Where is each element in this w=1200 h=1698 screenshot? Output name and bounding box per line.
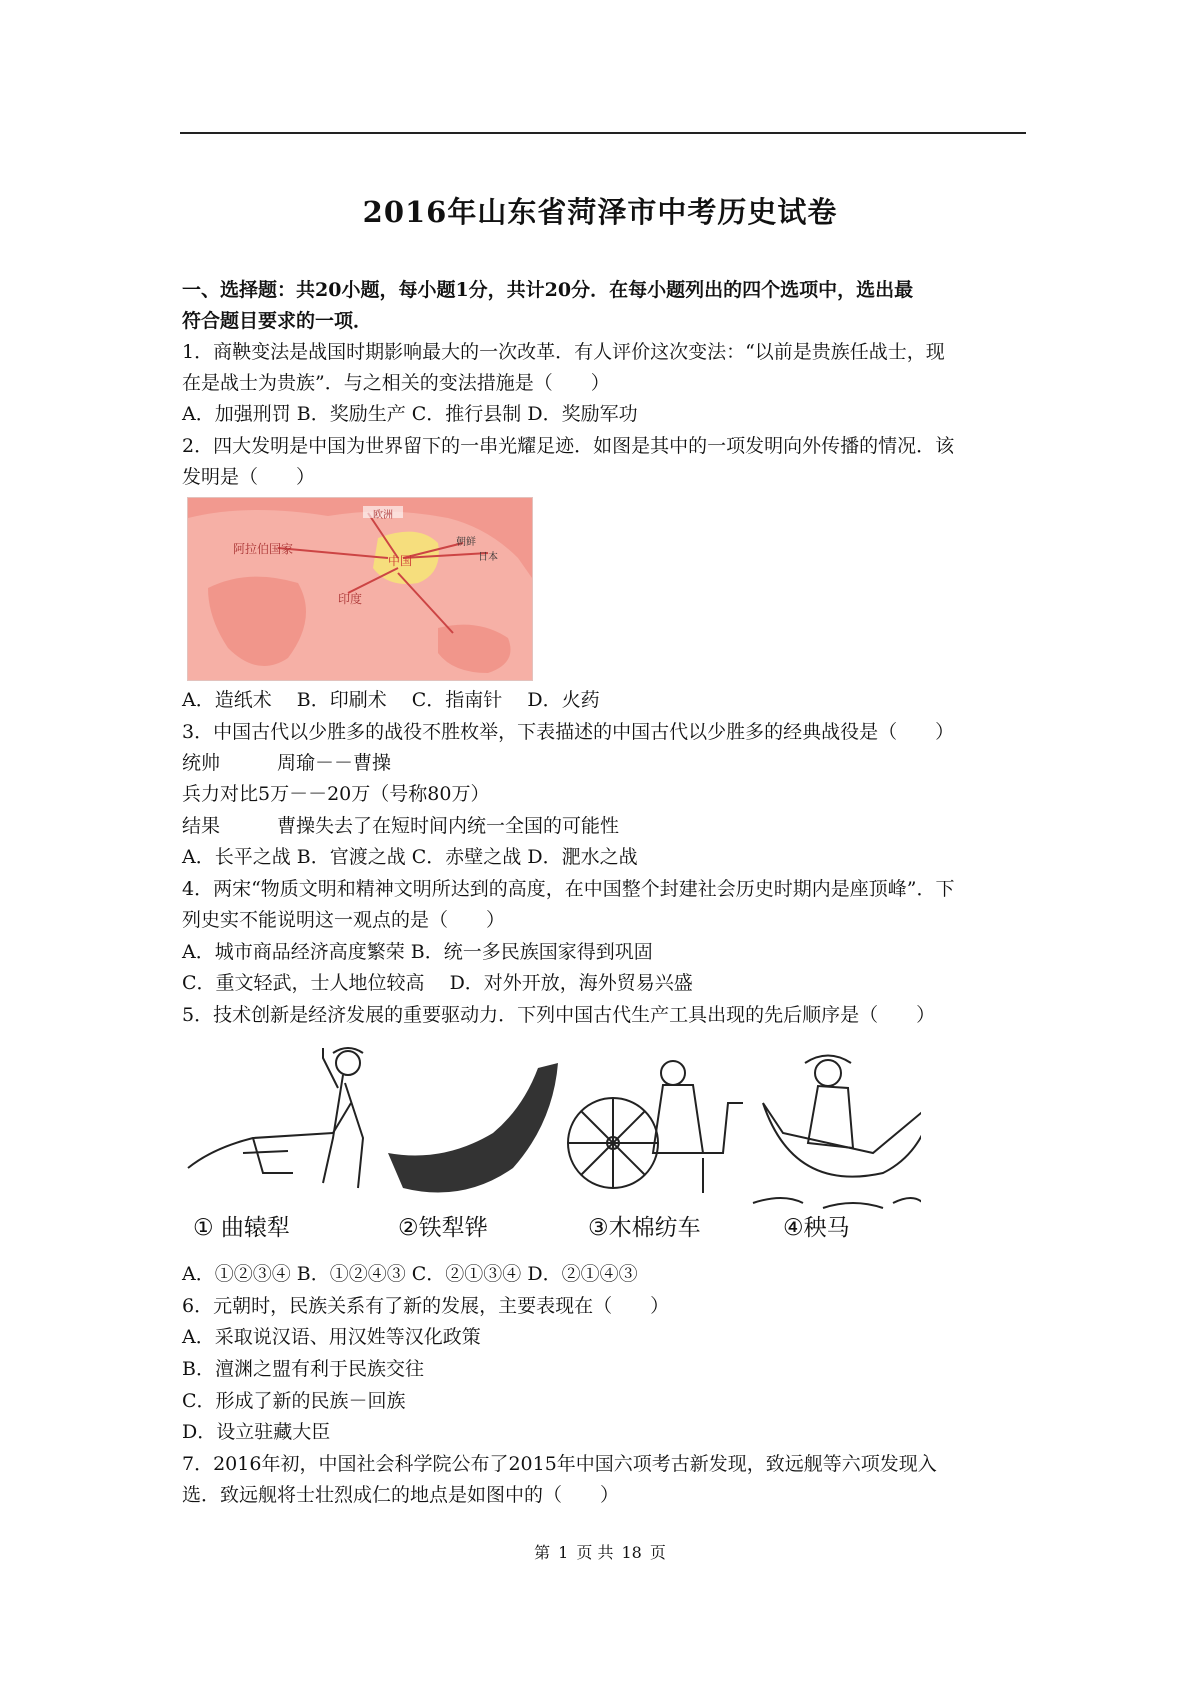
question-4-options-1: A．城市商品经济高度繁荣 B．统一多民族国家得到巩固 xyxy=(182,941,653,963)
plough-drawing xyxy=(188,1048,363,1188)
footer-page-number: 1 xyxy=(558,1543,569,1562)
footer-total-pages: 18 xyxy=(621,1543,642,1562)
question-3-line-1: 3．中国古代以少胜多的战役不胜枚举，下表描述的中国古代以少胜多的经典战役是（ ） xyxy=(182,721,955,743)
spinning-wheel-drawing xyxy=(568,1061,743,1193)
question-2-options: A．造纸术 B．印刷术 C．指南针 D．火药 xyxy=(182,689,600,711)
question-6-option-b: B．澶渊之盟有利于民族交往 xyxy=(182,1358,424,1380)
question-5-line-1: 5．技术创新是经济发展的重要驱动力．下列中国古代生产工具出现的先后顺序是（ ） xyxy=(182,1004,936,1026)
header-rule xyxy=(180,132,1026,134)
question-4-line-2: 列史实不能说明这一观点的是（ ） xyxy=(182,909,506,931)
footer-mid: 页 共 xyxy=(576,1543,614,1562)
map-label-arab: 阿拉伯国家 xyxy=(233,542,294,556)
footer-suffix: 页 xyxy=(649,1543,666,1562)
invention-spread-map xyxy=(187,497,533,681)
map-label-europe: 欧洲 xyxy=(373,510,393,521)
question-6-line-1: 6．元朝时，民族关系有了新的发展，主要表现在（ ） xyxy=(182,1295,670,1317)
question-1-line-1: 1．商鞅变法是战国时期影响最大的一次改革．有人评价这次变法：“以前是贵族任战士，现 xyxy=(182,341,945,363)
map-label-india: 印度 xyxy=(338,592,363,606)
question-6-option-a: A．采取说汉语、用汉姓等汉化政策 xyxy=(182,1326,481,1348)
section-heading-line-2: 符合题目要求的一项． xyxy=(182,310,373,332)
world-map-graphic xyxy=(188,498,532,680)
tool-caption-3: ③木棉纺车 xyxy=(588,1215,701,1241)
map-label-japan: 日本 xyxy=(478,552,498,563)
tools-illustration xyxy=(183,1043,921,1250)
question-3-table-row-3: 结果 曹操失去了在短时间内统一全国的可能性 xyxy=(182,815,620,837)
section-heading-line-1: 一、选择题：共20小题，每小题1分，共计20分．在每小题列出的四个选项中，选出最 xyxy=(182,279,914,301)
tool-caption-4: ④秧马 xyxy=(783,1215,850,1241)
farming-tools-figure xyxy=(183,1043,921,1250)
seedling-horse-drawing xyxy=(753,1056,921,1209)
question-7-line-1: 7．2016年初，中国社会科学院公布了2015年中国六项考古新发现，致远舰等六项发现入 xyxy=(182,1453,937,1475)
question-3-table-row-2: 兵力对比5万－－20万（号称80万） xyxy=(182,783,490,805)
map-label-china: 中国 xyxy=(388,554,413,568)
question-1-options: A．加强刑罚 B．奖励生产 C．推行县制 D．奖励军功 xyxy=(182,403,638,425)
iron-plough-share-drawing xyxy=(388,1063,558,1193)
question-3-options: A．长平之战 B．官渡之战 C．赤壁之战 D．淝水之战 xyxy=(182,846,638,868)
question-1-line-2: 在是战士为贵族”．与之相关的变法措施是（ ） xyxy=(182,372,610,394)
question-5-options: A．①②③④ B．①②④③ C．②①③④ D．②①④③ xyxy=(182,1263,638,1285)
question-2-line-2: 发明是（ ） xyxy=(182,466,316,488)
tool-caption-2: ②铁犁铧 xyxy=(398,1215,488,1241)
page-footer xyxy=(0,1540,1200,1563)
page-title: 2016年山东省菏泽市中考历史试卷 xyxy=(362,195,838,229)
question-4-options-2: C．重文轻武，士人地位较高 D．对外开放，海外贸易兴盛 xyxy=(182,972,693,994)
question-4-line-1: 4．两宋“物质文明和精神文明所达到的高度，在中国整个封建社会历史时期内是座顶峰”．下 xyxy=(182,878,955,900)
question-3-table-row-1: 统帅 周瑜－－曹操 xyxy=(182,752,392,774)
question-6-option-d: D．设立驻藏大臣 xyxy=(182,1421,331,1443)
question-2-line-1: 2．四大发明是中国为世界留下的一串光耀足迹．如图是其中的一项发明向外传播的情况．该 xyxy=(182,435,955,457)
tool-caption-1: ① 曲辕犁 xyxy=(193,1215,290,1241)
map-label-korea: 朝鲜 xyxy=(456,537,476,548)
question-6-option-c: C．形成了新的民族－回族 xyxy=(182,1390,406,1412)
footer-prefix: 第 xyxy=(534,1543,551,1562)
question-7-line-2: 选．致远舰将士壮烈成仁的地点是如图中的（ ） xyxy=(182,1484,620,1506)
